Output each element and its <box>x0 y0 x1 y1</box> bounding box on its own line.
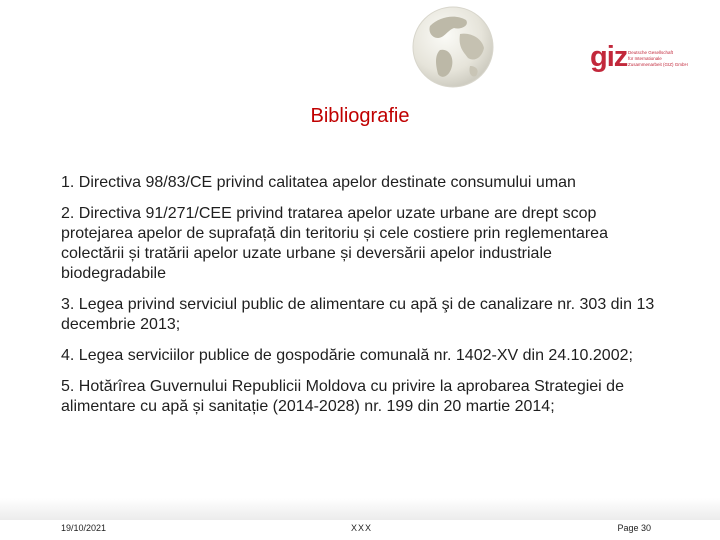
footer <box>0 520 720 540</box>
list-item: 3. Legea privind serviciul public de alimentare cu apă şi de canalizare nr. 303 din 13 decembrie 2013; <box>61 296 655 333</box>
list-item: 4. Legea serviciilor publice de gospodărie comunală nr. 1402-XV din 24.10.2002; <box>61 347 633 364</box>
list-item: 5. Hotărîrea Guvernului Republicii Moldova cu privire la aprobarea Strategiei de alimentare cu apă și sanitație (2014-2028) nr. 199 din 20 martie 2014; <box>61 378 624 415</box>
logo-line: Zusammenarbeit (GIZ) GmbH <box>628 62 688 67</box>
logo-line: Deutsche Gesellschaft <box>628 50 674 55</box>
list-item: 2. Directiva 91/271/CEE privind tratarea apelor uzate urbane are drept scop protejarea apelor de suprafață din teritoriu și cele costiere prin reglementarea colectării și tratării apelor uzate urbane și deversării apelor industriale biodegradabile <box>61 205 608 282</box>
footer-shadow <box>0 498 720 520</box>
bibliography-list <box>61 173 661 428</box>
logo-line: für Internationale <box>628 56 662 61</box>
globe-icon <box>410 4 496 90</box>
slide-title: Bibliografie <box>310 105 410 127</box>
giz-logo <box>590 41 700 78</box>
page-number: Page 30 <box>617 523 651 533</box>
logo-mark: giz <box>590 41 628 73</box>
logo-text <box>628 50 698 68</box>
footer-center-text: XXX <box>351 523 373 533</box>
list-item: 1. Directiva 98/83/CE privind calitatea apelor destinate consumului uman <box>61 174 576 191</box>
footer-date: 19/10/2021 <box>61 523 107 533</box>
